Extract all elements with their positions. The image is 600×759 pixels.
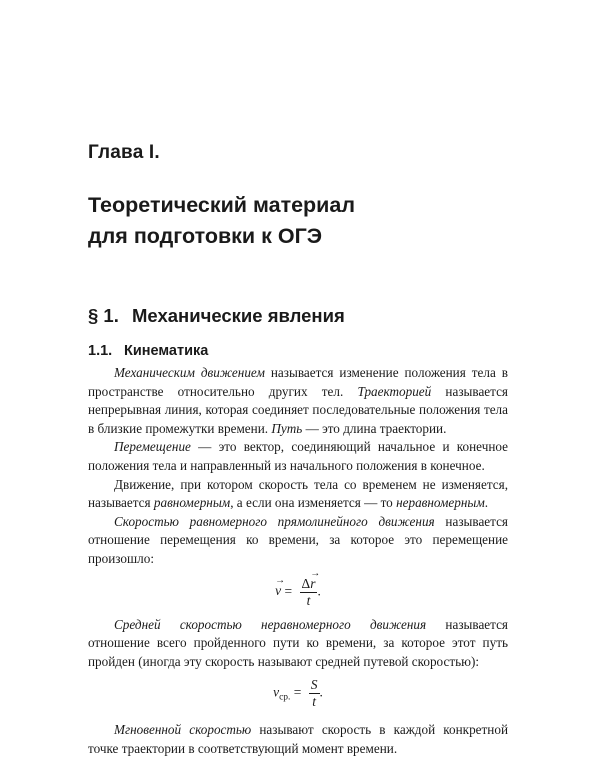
formula-numerator-var: r → (310, 576, 315, 592)
paragraph-text: называется отношение перемещения ко времени, за которое это перемещение произошло: (88, 513, 508, 566)
formula-lhs: v → (275, 583, 281, 599)
subsection-name: Кинематика (124, 343, 209, 359)
paragraph-text: называют скорость в каждой конкретной точке траектории в соответствующий момент времени. (88, 722, 509, 756)
term: Скоростью равномерного прямолинейного движения (114, 513, 435, 529)
term: Механическим движением (114, 365, 265, 380)
paragraph-text: — это вектор, соединяющий начальное и конечное положения тела и направленный из начального положения в конечное. (88, 439, 508, 473)
paragraph-displacement (88, 438, 508, 475)
formula-equals: = (290, 684, 305, 700)
section-number: § 1. (88, 305, 119, 326)
paragraph-text: . (484, 495, 489, 511)
chapter-title-line-2: для подготовки к ОГЭ (88, 224, 323, 248)
paragraph-text: Движение, при котором скорость тела со временем не изменяется, называется (88, 476, 508, 511)
formula-fraction (300, 575, 321, 609)
formula-numerator: S (310, 677, 318, 693)
section-title (88, 305, 345, 327)
paragraph-text: — это длина траектории. (302, 420, 447, 436)
subsection-number: 1.1. (88, 343, 113, 359)
body-text (88, 364, 508, 759)
term: Мгновенной скоростью (114, 722, 252, 738)
term: Путь (271, 420, 303, 436)
formula-velocity (88, 572, 508, 612)
term: Перемещение (114, 439, 191, 455)
paragraph-uniform-velocity (88, 513, 508, 569)
term: Средней скоростью неравномерного движения (114, 616, 427, 632)
formula-denominator: t (306, 592, 311, 608)
paragraph-instantaneous-speed (88, 721, 508, 758)
section-name: Механические явления (132, 305, 345, 326)
formula-lhs: v (273, 684, 280, 700)
paragraph-text: называется изменение положения тела в пространстве относительно других тел. (88, 365, 509, 399)
paragraph-mechanical-motion (88, 364, 508, 438)
formula-end: . (317, 583, 321, 599)
paragraph-text: называется непрерывная линия, которая соединяет последовательные положения тела в близкие промежутки времени. (88, 383, 509, 436)
formula-denominator: t (312, 694, 317, 710)
chapter-label: Глава I. (88, 142, 160, 163)
paragraph-uniform-motion (88, 476, 508, 513)
paragraph-text: , а если она изменяется — то (230, 495, 397, 511)
delta-symbol: Δ (301, 575, 311, 591)
subsection-title (88, 343, 208, 359)
formula-equals: = (281, 583, 296, 599)
term: Траекторией (357, 383, 432, 399)
term: равномерным (153, 495, 231, 511)
formula-end: . (319, 684, 323, 700)
formula-fraction (309, 677, 320, 710)
term: неравномерным (396, 495, 485, 511)
formula-numerator (300, 576, 318, 593)
paragraph-average-speed (88, 616, 508, 672)
formula-subscript: ср. (279, 692, 291, 703)
chapter-title-line-1: Теоретический материал (88, 193, 356, 217)
chapter-title (88, 190, 355, 252)
paragraph-text: называется отношение всего пройденного пути ко времени, за которое этот путь пройден (иногда эту скорость называют средней путевой скоростью): (88, 616, 508, 669)
formula-average-speed (88, 674, 508, 717)
